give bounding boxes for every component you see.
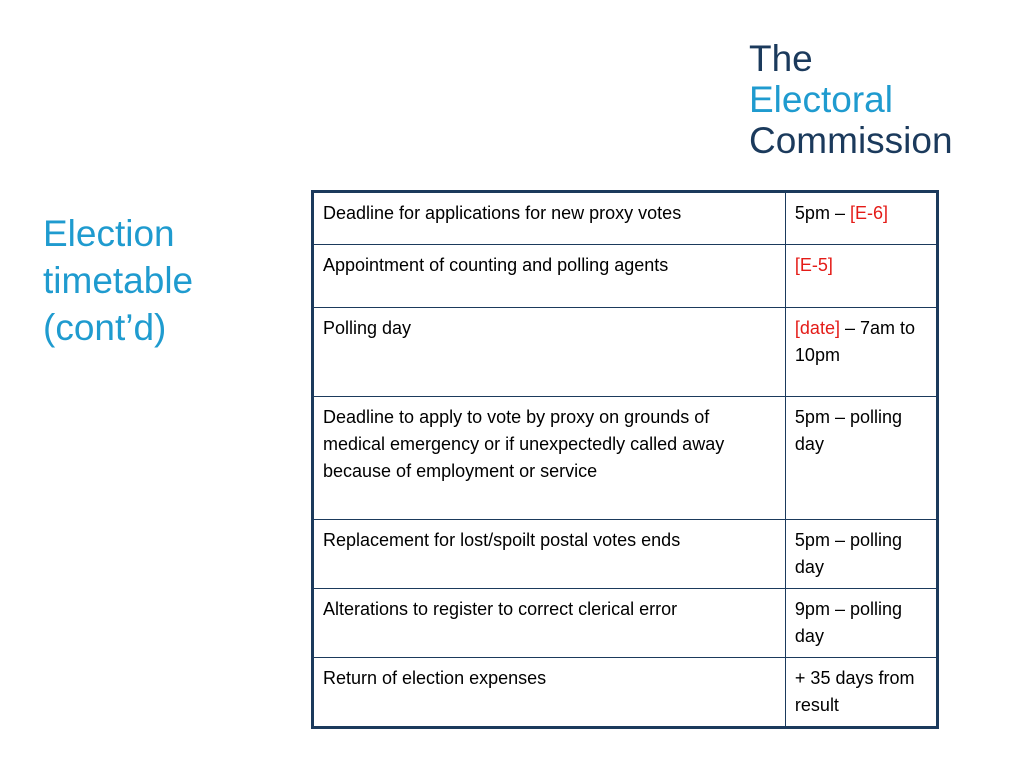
deadline-text: 5pm – polling day — [794, 530, 902, 577]
table-row — [313, 589, 938, 658]
deadline-text-suffix: – 7am to 10pm — [794, 318, 916, 365]
table-row — [313, 397, 938, 520]
event-cell: Replacement for lost/spoilt postal votes ends — [313, 520, 786, 589]
deadline-text: 5pm – — [794, 203, 850, 223]
logo-line-2: Electoral — [749, 79, 893, 120]
deadline-text: 5pm – polling day — [794, 407, 902, 454]
deadline-text: 9pm – polling day — [794, 599, 902, 646]
deadline-cell — [785, 192, 937, 245]
logo-line-3: Commission — [749, 120, 953, 161]
deadline-placeholder: [date] — [794, 318, 840, 338]
deadline-cell — [785, 658, 937, 728]
deadline-cell — [785, 589, 937, 658]
table-row — [313, 245, 938, 308]
logo-line-1: The — [749, 38, 813, 79]
deadline-cell — [785, 520, 937, 589]
table-row — [313, 308, 938, 397]
deadline-cell — [785, 245, 937, 308]
title-line-3: (cont’d) — [43, 307, 167, 348]
slide-title — [43, 210, 273, 351]
deadline-text: + 35 days from result — [794, 668, 915, 715]
deadline-cell — [785, 397, 937, 520]
event-cell: Polling day — [313, 308, 786, 397]
deadline-placeholder: [E-5] — [794, 255, 833, 275]
table-row — [313, 658, 938, 728]
deadline-placeholder: [E-6] — [849, 203, 888, 223]
event-cell: Alterations to register to correct clerical error — [313, 589, 786, 658]
event-cell: Deadline for applications for new proxy votes — [313, 192, 786, 245]
title-line-1: Election — [43, 213, 175, 254]
deadline-cell — [785, 308, 937, 397]
title-line-2: timetable — [43, 260, 194, 301]
electoral-commission-logo — [749, 38, 953, 161]
table-row — [313, 520, 938, 589]
event-cell: Return of election expenses — [313, 658, 786, 728]
event-cell: Appointment of counting and polling agents — [313, 245, 786, 308]
table-row — [313, 192, 938, 245]
event-cell: Deadline to apply to vote by proxy on grounds of medical emergency or if unexpectedly called away because of employment or service — [313, 397, 786, 520]
timetable-table — [311, 190, 939, 729]
